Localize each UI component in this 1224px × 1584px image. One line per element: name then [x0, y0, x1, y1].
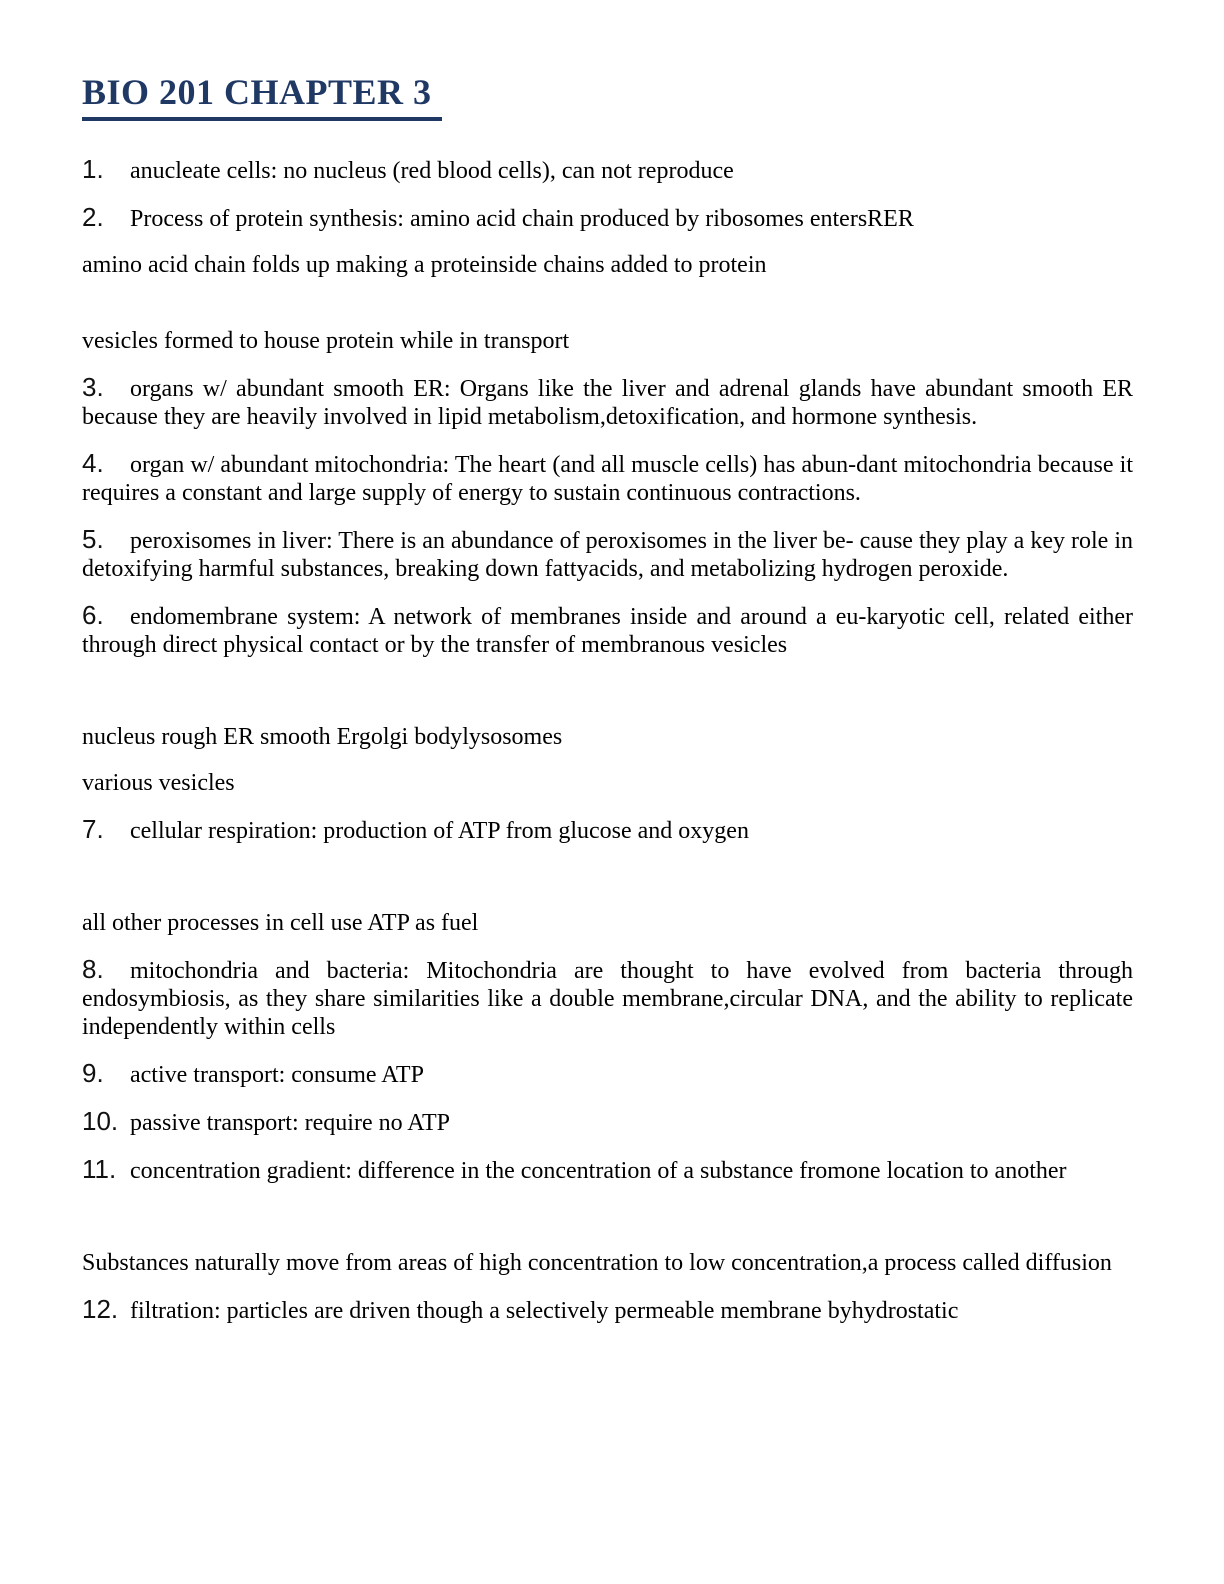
page-title-text: BIO 201 CHAPTER 3: [82, 72, 442, 121]
list-item-9: [82, 1059, 1133, 1089]
blank-line: [82, 863, 1133, 891]
item-number: 9.: [82, 1058, 104, 1089]
paragraph-text: amino acid chain folds up making a proteinside chains added to protein: [82, 252, 767, 279]
item-number: 8.: [82, 954, 104, 985]
item-text: mitochondria and bacteria: Mitochondria are thought to have evolved from bacteria through endosymbiosis, as they share similarities like a double membrane,circular DNA, and the ability to replicate independently within cells: [82, 958, 1133, 1041]
item-text: endomembrane system: A network of membranes inside and around a eu-karyotic cell, related either through direct physical contact or by the transfer of membranous vesicles: [82, 604, 1133, 659]
list-item-8: [82, 955, 1133, 1041]
item-text: peroxisomes in liver: There is an abundance of peroxisomes in the liver be- cause they play a key role in detoxifying harmful substances, breaking down fattyacids, and metabolizing hydrogen peroxide.: [82, 528, 1133, 583]
item-number: 10.: [82, 1106, 119, 1137]
paragraph: [82, 723, 1133, 751]
paragraph-text: Substances naturally move from areas of high concentration to low concentration,a process called diffusion: [82, 1250, 1112, 1277]
paragraph: [82, 769, 1133, 797]
item-number: 2.: [82, 202, 104, 233]
paragraph: [82, 327, 1133, 355]
item-text: Process of protein synthesis: amino acid chain produced by ribosomes entersRER: [130, 206, 914, 233]
item-text: anucleate cells: no nucleus (red blood cells), can not reproduce: [130, 158, 734, 185]
list-item-10: [82, 1107, 1133, 1137]
paragraph-text: various vesicles: [82, 770, 235, 797]
item-text: active transport: consume ATP: [130, 1062, 424, 1089]
list-item-11: [82, 1155, 1133, 1185]
item-number: 4.: [82, 448, 104, 479]
list-item-2: [82, 203, 1133, 233]
item-text: concentration gradient: difference in the concentration of a substance fromone location to another: [130, 1158, 1067, 1185]
paragraph: [82, 251, 1133, 279]
item-text: organs w/ abundant smooth ER: Organs like the liver and adrenal glands have abundant smooth ER because they are heavily involved in lipid metabolism,detoxification, and hormone synthesis.: [82, 376, 1133, 431]
paragraph-text: vesicles formed to house protein while in transport: [82, 328, 570, 355]
item-number: 3.: [82, 372, 104, 403]
list-item-3: [82, 373, 1133, 431]
list-item-5: [82, 525, 1133, 583]
list-item-1: [82, 155, 1133, 185]
item-number: 6.: [82, 600, 104, 631]
item-text: organ w/ abundant mitochondria: The heart (and all muscle cells) has abun-dant mitochondria because it requires a constant and large supply of energy to sustain continuous contractions.: [82, 452, 1133, 507]
paragraph-text: nucleus rough ER smooth Ergolgi bodylysosomes: [82, 724, 563, 751]
item-number: 12.: [82, 1294, 119, 1325]
item-text: filtration: particles are driven though a selectively permeable membrane byhydrostatic: [130, 1298, 959, 1325]
item-text: passive transport: require no ATP: [130, 1110, 450, 1137]
blank-line: [82, 297, 1133, 325]
list-item-4: [82, 449, 1133, 507]
list-item-7: [82, 815, 1133, 845]
item-number: 1.: [82, 154, 104, 185]
item-number: 5.: [82, 524, 104, 555]
item-number: 7.: [82, 814, 104, 845]
paragraph: [82, 909, 1133, 937]
list-item-12: [82, 1295, 1133, 1325]
paragraph-text: all other processes in cell use ATP as fuel: [82, 910, 479, 937]
item-number: 11.: [82, 1154, 117, 1185]
blank-line: [82, 677, 1133, 705]
list-item-6: [82, 601, 1133, 659]
blank-line: [82, 1203, 1133, 1231]
paragraph: [82, 1249, 1133, 1277]
page-title: [82, 72, 1133, 121]
item-text: cellular respiration: production of ATP from glucose and oxygen: [130, 818, 749, 845]
